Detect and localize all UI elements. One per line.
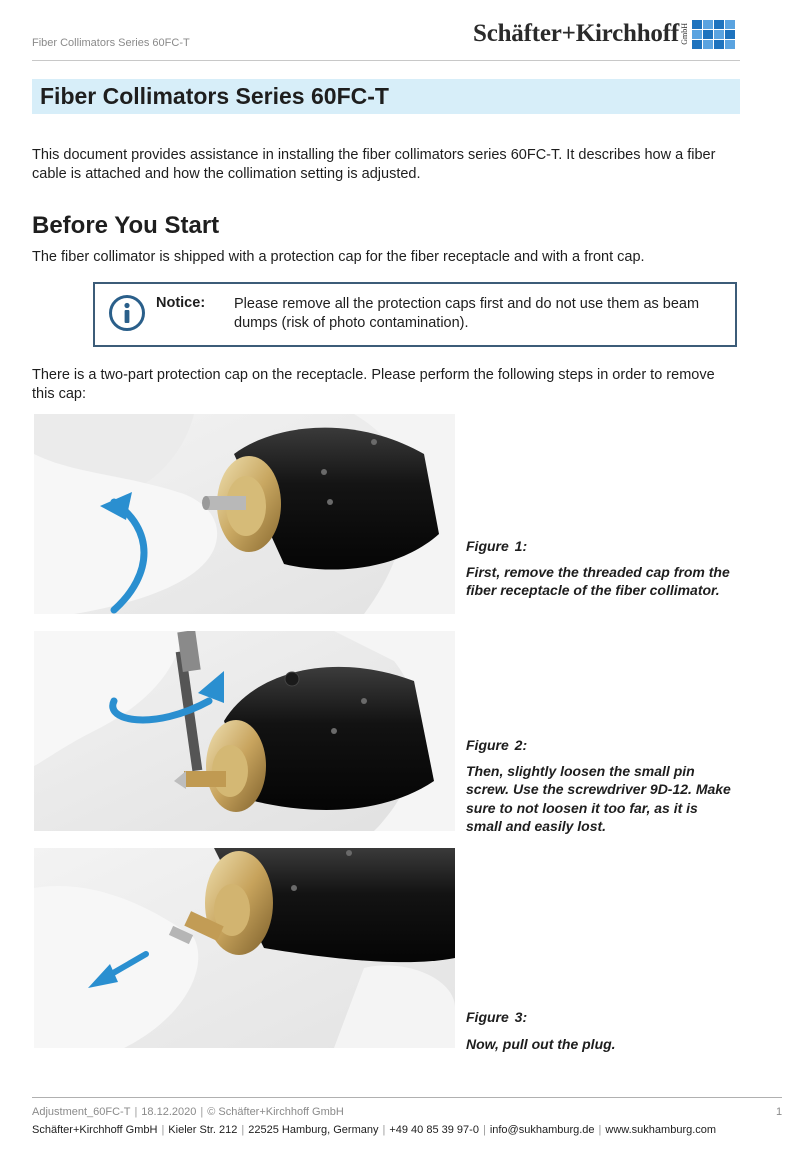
footer-city: 22525 Hamburg, Germany [248,1124,379,1136]
info-icon [108,294,146,332]
footer-phone[interactable]: +49 40 85 39 97-0 [389,1124,479,1136]
footer-email-link[interactable]: info@sukhamburg.de [489,1124,595,1136]
footer-company: Schäfter+Kirchhoff GmbH [32,1124,158,1136]
company-logo [473,16,735,52]
figure-1-label: Figure 1: [466,538,528,554]
intro-paragraph: This document provides assistance in installing the fiber collimators series 60FC-T. It describes how a fiber cable is attached and how the collimation setting is adjusted. [32,147,716,182]
footer-web-link[interactable]: www.sukhamburg.com [605,1124,717,1136]
footer-divider [32,1097,782,1098]
figure-3-photo [34,848,455,1048]
figure-3-caption: Now, pull out the plug. [466,1036,616,1052]
steps-intro: There is a two-part protection cap on the receptacle. Please perform the following steps in order to remove this cap: [32,367,715,402]
title-bar [32,79,740,114]
figure-1-photo [34,414,455,614]
figure-1-caption: First, remove the threaded cap from the fiber receptacle of the fiber collimator. [466,564,730,599]
footer-doc-info: Adjustment_60FC-T | 18.12.2020 | © Schäfter+Kirchhoff GmbH [32,1106,344,1118]
section-heading: Before You Start [32,212,220,239]
header-divider [32,60,740,61]
footer-date: 18.12.2020 [141,1106,197,1118]
footer-doc-id: Adjustment_60FC-T [32,1106,131,1118]
section-paragraph: The fiber collimator is shipped with a protection cap for the fiber receptacle and with a front cap. [32,249,645,265]
notice-text: Please remove all the protection caps first and do not use them as beam dumps (risk of photo contamination). [234,296,700,331]
logo-grid-icon [692,20,735,49]
figure-2-photo [34,631,455,831]
footer-street: Kieler Str. 212 [168,1124,238,1136]
figure-3-label: Figure 3: [466,1009,528,1025]
footer-contact: Schäfter+Kirchhoff GmbH | Kieler Str. 212 | 22525 Hamburg, Germany | +49 40 85 39 97-0 | info@sukhamburg.de | www.sukhamburg.com [32,1124,717,1136]
logo-text: Schäfter+Kirchhoff [473,20,679,47]
page-title: Fiber Collimators Series 60FC-T [40,83,389,109]
page-number: 1 [776,1106,783,1118]
logo-suffix: GmbH [679,23,689,45]
footer-copyright: © Schäfter+Kirchhoff GmbH [207,1106,344,1118]
notice-label: Notice: [156,295,206,311]
figure-2-label: Figure 2: [466,737,528,753]
figure-2-caption: Then, slightly loosen the small pin screw. Use the screwdriver 9D-12. Make sure to not loosen it too far, as it is small and easily lost. [466,763,731,834]
header-doc-title: Fiber Collimators Series 60FC-T [32,37,190,49]
